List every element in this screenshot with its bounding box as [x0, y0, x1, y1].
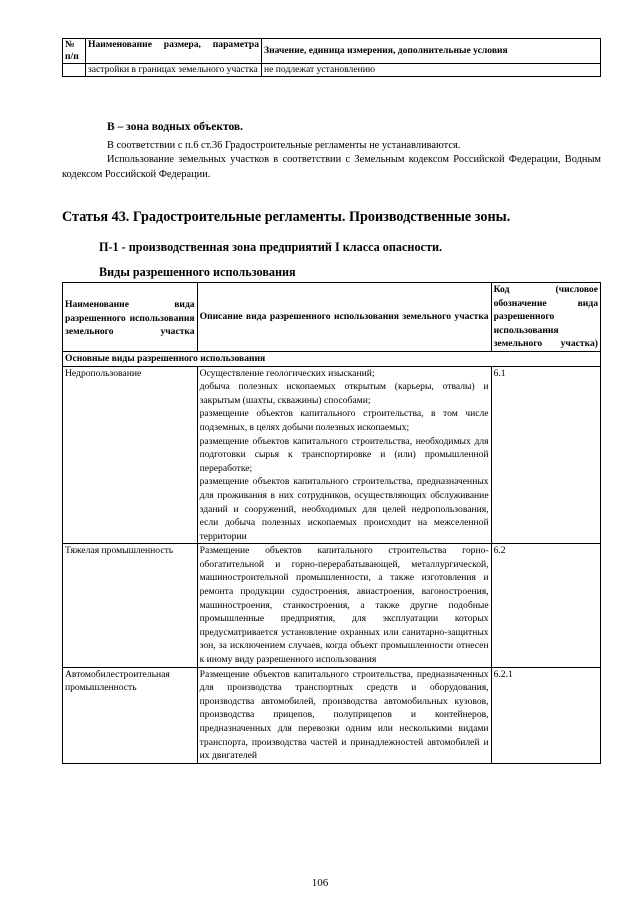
use-code: 6.1: [491, 366, 600, 544]
use-name: Автомобилестроительная промышленность: [63, 667, 198, 763]
header-num: № п/п: [63, 39, 86, 64]
article-title: Статья 43. Градостроительные регламенты. Производственные зоны.: [62, 209, 511, 225]
row-param-name: застройки в границах земельного участка: [86, 64, 262, 77]
uses-table-header: [63, 283, 601, 352]
page-number: 106: [311, 877, 329, 889]
zone-b-paragraph-1: В соответствии с п.6 ст.36 Градостроительные регламенты не устанавливаются.: [107, 140, 461, 151]
header-use-code: Код (числовое обозначение вида разрешенного использования земельного участка): [491, 283, 600, 352]
use-name: Тяжелая промышленность: [63, 544, 198, 667]
use-description: Размещение объектов капитального строительства, предназначенных для производства транспортных средств и оборудования, производства автомобилей, производства автомобильных кузовов, производства прицепов, полуприцепов и контейнеров, предназначенных для перевозки одним или несколькими видами транспорта, производства частей и принадлежностей автомобилей и их двигателей: [197, 667, 491, 763]
zone-b-title: В – зона водных объектов.: [107, 121, 244, 133]
header-value: Значение, единица измерения, дополнительные условия: [262, 39, 601, 64]
use-code: 6.2: [491, 544, 600, 667]
header-use-name: Наименование вида разрешенного использования земельного участка: [63, 283, 198, 352]
uses-table: [62, 282, 601, 764]
params-table: [62, 38, 601, 77]
section-main-uses: Основные виды разрешенного использования: [63, 351, 601, 366]
use-description: Осуществление геологических изысканий; добыча полезных ископаемых открытым (карьеры, отвалы) и закрытым (шахты, скважины) способами; размещение объектов капитального строительства, в том числе подземных, в целях добычи полезных ископаемых; размещение объектов капитального строительства, необходимых для подготовки сырья к транспортировке и (или) промышленной переработке; размещение объектов капитального строительства, предназначенных для проживания в них сотрудников, осуществляющих обслуживание зданий и сооружений, необходимых для целей недропользования, если добыча полезных ископаемых происходит на межселенной территории: [197, 366, 491, 544]
row-num: [63, 64, 86, 77]
params-table-header: [63, 39, 601, 64]
section-row: [63, 351, 601, 366]
table-row: [63, 544, 601, 667]
table-row: [63, 366, 601, 544]
table-row: [63, 64, 601, 77]
use-description: Размещение объектов капитального строительства горно-обогатительной и горно-перерабатывающей, металлургической, машиностроительной промышленности, а также изготовления и ремонта продукции судостроения, авиастроения, вагоностроения, машиностроения, станкостроения, а также другие подобные промышленные предприятия, для эксплуатации которых предусматривается установление охранных или санитарно-защитных зон, за исключением случаев, когда объект промышленности отнесен к иному виду разрешенного использования: [197, 544, 491, 667]
header-use-description: Описание вида разрешенного использования земельного участка: [197, 283, 491, 352]
row-value: не подлежат установлению: [262, 64, 601, 77]
table-row: [63, 667, 601, 763]
uses-title: Виды разрешенного использования: [99, 265, 296, 279]
use-code: 6.2.1: [491, 667, 600, 763]
zone-b-paragraph-2: Использование земельных участков в соответствии с Земельным кодексом Российской Федерации, Водным кодексом Российской Федерации.: [62, 154, 601, 180]
zone-p1-title: П-1 - производственная зона предприятий I класса опасности.: [99, 240, 443, 254]
use-name: Недропользование: [63, 366, 198, 544]
header-param-name: Наименование размера, параметра: [86, 39, 262, 64]
